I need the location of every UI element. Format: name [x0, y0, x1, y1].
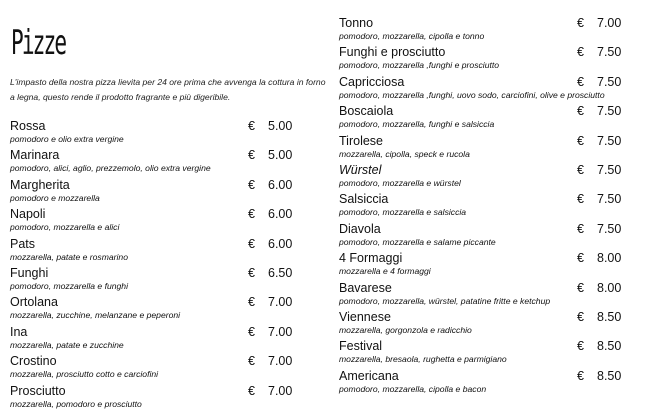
- item-name: Viennese: [339, 309, 391, 324]
- item-price: 7.50: [597, 104, 622, 119]
- menu-item: [339, 16, 629, 45]
- menu-item: [339, 310, 629, 339]
- currency-symbol: €: [248, 119, 255, 133]
- item-name: Salsiccia: [339, 192, 389, 207]
- menu-column-left: [10, 119, 295, 413]
- menu-item: [339, 45, 629, 74]
- item-name: Würstel: [339, 162, 382, 177]
- item-name: Pats: [10, 236, 36, 251]
- item-name: Ina: [10, 324, 28, 339]
- currency-symbol: €: [248, 324, 255, 339]
- item-price: 8.00: [597, 280, 622, 295]
- item-description: pomodoro, mozzarella e salsiccia: [339, 207, 467, 218]
- item-name: Bavarese: [339, 280, 392, 295]
- menu-item: [10, 384, 295, 413]
- item-price: 8.50: [597, 368, 622, 383]
- menu-item: [10, 207, 295, 236]
- item-description: mozzarella, patate e rosmarino: [10, 251, 128, 262]
- item-description: pomodoro, mozzarella, cipolla e tonno: [339, 31, 485, 41]
- menu-item: [10, 354, 295, 383]
- menu-intro: L'impasto della nostra pizza lievita per 24 ore prima che avvenga la cottura in forno a legna, questo rende il prodotto fragrante e più digeribile.: [10, 77, 326, 102]
- item-price: 6.00: [268, 236, 293, 251]
- menu-item: [339, 251, 629, 280]
- menu-item: [339, 339, 629, 368]
- item-price: 7.50: [597, 74, 622, 89]
- currency-symbol: €: [577, 192, 584, 207]
- currency-symbol: €: [577, 74, 584, 89]
- menu-title: Pizze: [11, 23, 66, 63]
- currency-symbol: €: [248, 236, 255, 251]
- item-description: pomodoro, mozzarella, würstel, patatine fritte e ketchup: [339, 295, 551, 306]
- item-description: mozzarella, bresaola, rughetta e parmigiano: [339, 354, 507, 365]
- currency-symbol: €: [577, 45, 584, 60]
- item-description: mozzarella, zucchine, melanzane e peperoni: [10, 310, 181, 321]
- item-description: pomodoro, mozzarella, cipolla e bacon: [339, 383, 487, 394]
- item-description: pomodoro, mozzarella e funghi: [10, 280, 128, 291]
- item-price: 7.50: [597, 192, 622, 207]
- item-price: 6.50: [268, 265, 293, 280]
- item-name: Margherita: [10, 177, 70, 192]
- item-price: 8.50: [597, 339, 622, 354]
- currency-symbol: €: [577, 162, 584, 177]
- item-price: 5.00: [268, 148, 293, 163]
- item-price: 7.00: [268, 383, 293, 398]
- item-price: 7.00: [268, 354, 293, 369]
- item-name: Diavola: [339, 221, 381, 236]
- currency-symbol: €: [577, 309, 584, 324]
- item-name: Festival: [339, 339, 383, 354]
- item-description: mozzarella e 4 formaggi: [339, 266, 431, 277]
- menu-item: [339, 134, 629, 163]
- item-description: mozzarella, gorgonzola e radicchio: [339, 324, 472, 335]
- menu-item: [339, 369, 629, 398]
- currency-symbol: €: [248, 265, 255, 280]
- item-name: Boscaiola: [339, 104, 394, 119]
- currency-symbol: €: [248, 383, 255, 398]
- menu-item: [10, 237, 295, 266]
- currency-symbol: €: [577, 133, 584, 148]
- item-name: Napoli: [10, 207, 46, 222]
- item-description: pomodoro, mozzarella, funghi e salsiccia: [339, 119, 495, 130]
- item-price: 8.00: [597, 251, 622, 266]
- currency-symbol: €: [577, 368, 584, 383]
- item-description: pomodoro, mozzarella ,funghi, uovo sodo, carciofini, olive e prosciutto: [339, 89, 605, 100]
- currency-symbol: €: [577, 251, 584, 266]
- item-name: Tonno: [339, 16, 374, 30]
- currency-symbol: €: [248, 207, 255, 222]
- item-name: 4 Formaggi: [339, 251, 403, 266]
- menu-item: [10, 266, 295, 295]
- currency-symbol: €: [577, 221, 584, 236]
- menu-item: [10, 178, 295, 207]
- item-name: Marinara: [10, 148, 60, 163]
- item-price: 6.00: [268, 207, 293, 222]
- item-description: pomodoro, mozzarella e alici: [10, 222, 120, 233]
- item-price: 7.50: [597, 133, 622, 148]
- item-description: mozzarella, cipolla, speck e rucola: [339, 148, 470, 159]
- item-name: Tirolese: [339, 133, 383, 148]
- item-price: 7.50: [597, 221, 622, 236]
- item-description: mozzarella, pomodoro e prosciutto: [10, 398, 142, 409]
- currency-symbol: €: [577, 280, 584, 295]
- item-description: pomodoro, alici, aglio, prezzemolo, olio extra vergine: [10, 163, 211, 174]
- item-name: Americana: [339, 368, 399, 383]
- item-price: 7.00: [268, 324, 293, 339]
- menu-item: [339, 104, 629, 133]
- item-price: 7.00: [597, 16, 622, 30]
- menu-item: [10, 295, 295, 324]
- item-name: Prosciutto: [10, 383, 66, 398]
- item-name: Funghi: [10, 265, 49, 280]
- item-description: pomodoro, mozzarella e würstel: [339, 177, 461, 188]
- item-price: 6.00: [268, 177, 293, 192]
- item-description: pomodoro, mozzarella ,funghi e prosciutto: [339, 60, 500, 71]
- menu-item: [339, 192, 629, 221]
- item-price: 7.50: [597, 45, 622, 60]
- menu-item: [339, 163, 629, 192]
- item-description: pomodoro e olio extra vergine: [10, 134, 124, 144]
- menu-item: [339, 222, 629, 251]
- item-name: Capricciosa: [339, 74, 405, 89]
- currency-symbol: €: [577, 16, 584, 30]
- menu-item: [10, 148, 295, 177]
- currency-symbol: €: [248, 354, 255, 369]
- menu-item: [339, 75, 629, 104]
- menu-item: [339, 281, 629, 310]
- currency-symbol: €: [248, 177, 255, 192]
- item-price: 7.50: [597, 162, 622, 177]
- menu-item: [10, 119, 295, 148]
- currency-symbol: €: [248, 295, 255, 310]
- item-name: Ortolana: [10, 295, 58, 310]
- item-description: mozzarella, prosciutto cotto e carciofini: [10, 369, 159, 380]
- item-price: 5.00: [268, 119, 293, 133]
- item-description: pomodoro e mozzarella: [10, 192, 100, 203]
- item-name: Funghi e prosciutto: [339, 45, 446, 60]
- menu-item: [10, 325, 295, 354]
- item-description: pomodoro, mozzarella e salame piccante: [339, 236, 496, 247]
- item-name: Rossa: [10, 119, 46, 133]
- currency-symbol: €: [248, 148, 255, 163]
- item-price: 8.50: [597, 309, 622, 324]
- currency-symbol: €: [577, 339, 584, 354]
- item-description: mozzarella, patate e zucchine: [10, 339, 124, 350]
- menu-column-right: [339, 16, 629, 398]
- currency-symbol: €: [577, 104, 584, 119]
- item-name: Crostino: [10, 354, 57, 369]
- item-price: 7.00: [268, 295, 293, 310]
